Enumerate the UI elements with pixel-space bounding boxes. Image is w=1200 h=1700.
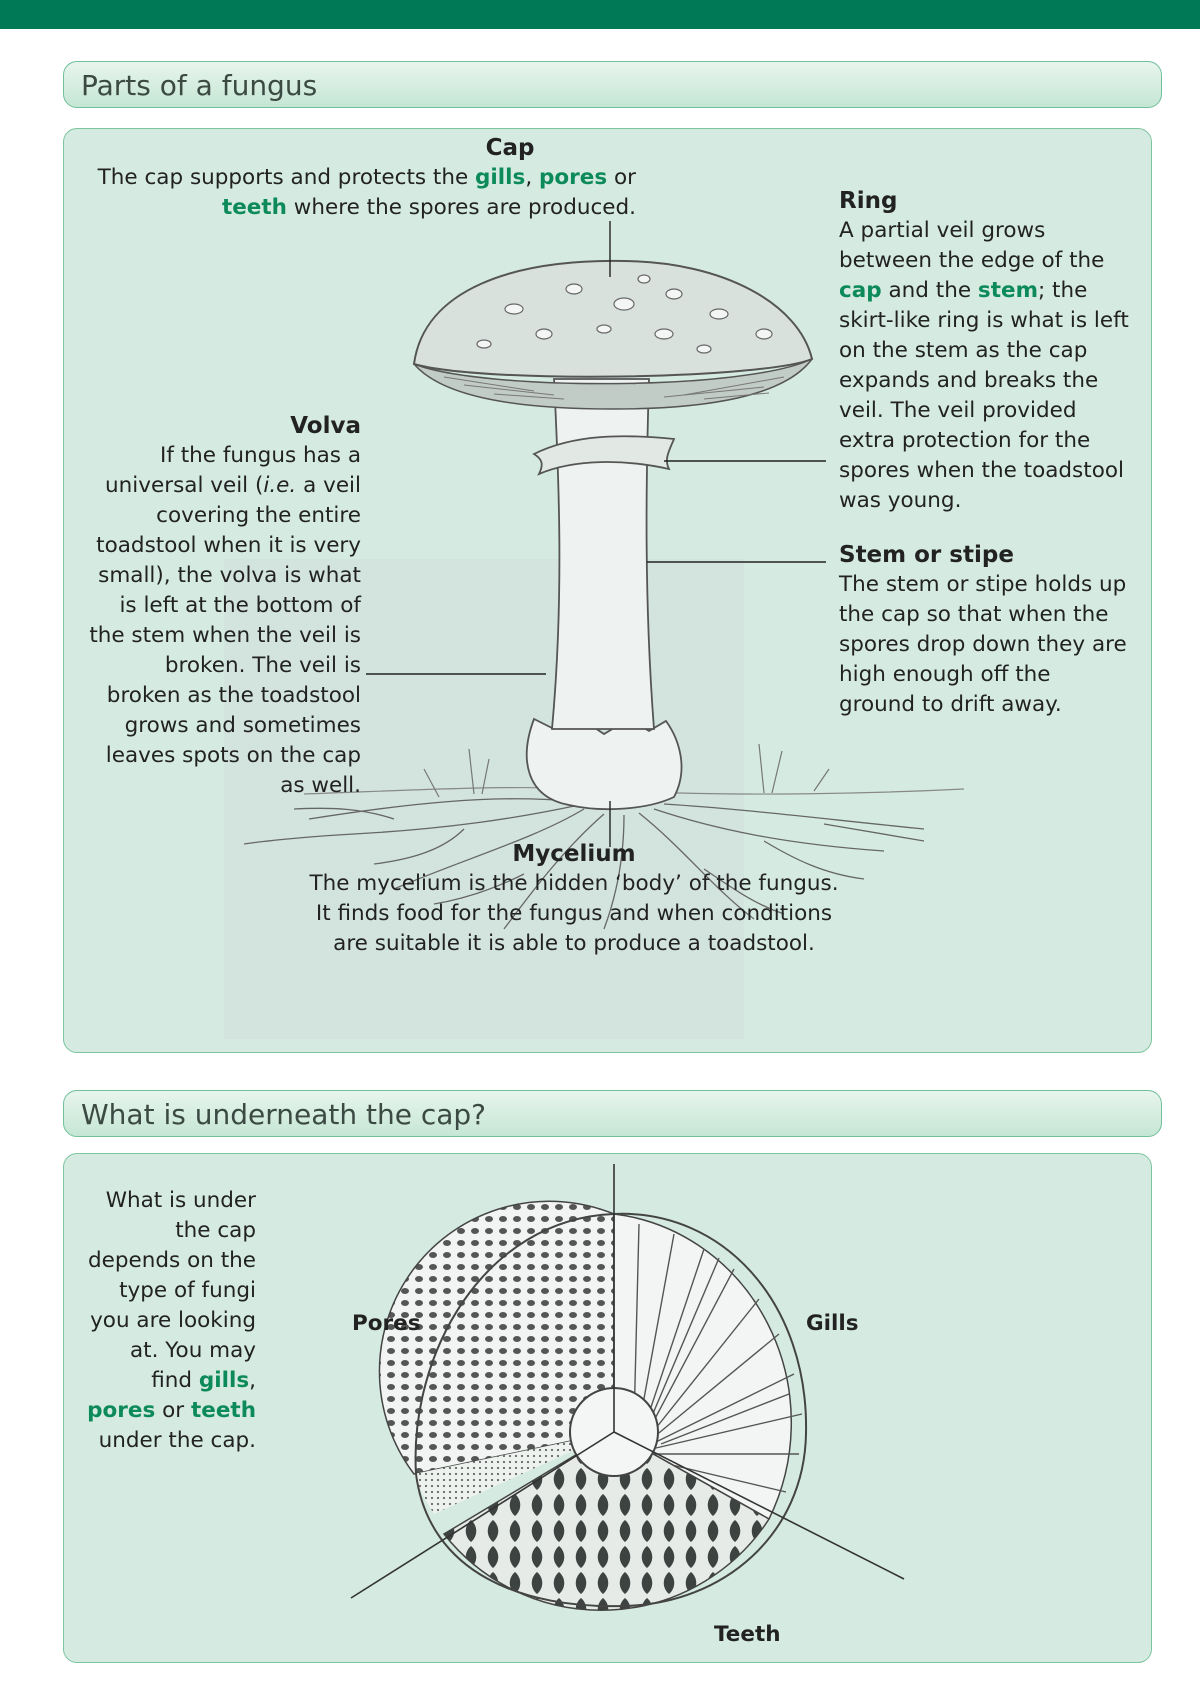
stem-heading: Stem or stipe — [839, 542, 1014, 568]
stem-shape — [552, 379, 654, 729]
section-banner-parts — [63, 61, 1162, 108]
underneath-intro: What is under the cap depends on the type of fungi you are looking at. You may find gills, pores or teeth under the cap. — [87, 1188, 256, 1453]
pores-label: Pores — [352, 1311, 421, 1336]
volva-callout: Volva If the fungus has a universal veil (i.e. a veil covering the entire toadstool when it is very small), the volva is what is left at the bottom of the stem when the veil is broken. The veil is broken as the toadstool grows and sometimes leaves spots on the cap as well. — [86, 411, 361, 801]
mycelium-heading: Mycelium — [512, 841, 636, 867]
cap-heading: Cap — [485, 135, 535, 161]
teeth-term: teeth — [221, 195, 287, 220]
teeth-term: teeth — [190, 1398, 256, 1423]
stem-callout: Stem or stipe The stem or stipe holds up the cap so that when the spores drop down they are high enough off the ground to drift away. — [839, 540, 1129, 720]
section-banner-underneath — [63, 1090, 1162, 1137]
gills-label: Gills — [806, 1311, 859, 1336]
teeth-label: Teeth — [714, 1622, 781, 1647]
pores-term: pores — [539, 165, 608, 190]
ring-callout: Ring A partial veil grows between the edge of the cap and the stem; the skirt-like ring is what is left on the stem as the cap expands and breaks the veil. The veil provided extra protection for the spores when the toadstool was young. — [839, 186, 1139, 516]
stem-term: stem — [977, 278, 1038, 303]
section-title: What is underneath the cap? — [81, 1098, 487, 1131]
section-title: Parts of a fungus — [81, 69, 318, 102]
ring-heading: Ring — [839, 188, 898, 214]
volva-heading: Volva — [290, 413, 361, 439]
underneath-panel — [63, 1153, 1152, 1663]
parts-panel — [63, 128, 1152, 1053]
cap-term: cap — [839, 278, 882, 303]
top-color-bar — [0, 0, 1200, 29]
pores-term: pores — [87, 1398, 156, 1423]
gills-term: gills — [198, 1368, 250, 1393]
cap-callout: Cap The cap supports and protects the gills, pores or teeth where the spores are produced. — [97, 135, 636, 220]
mycelium-callout: Mycelium The mycelium is the hidden ‘body’ of the fungus. It finds food for the fungus and when conditions are suitable it is able to produce a toadstool. — [309, 841, 839, 956]
cap-shape — [414, 261, 812, 377]
gills-term: gills — [475, 165, 526, 190]
